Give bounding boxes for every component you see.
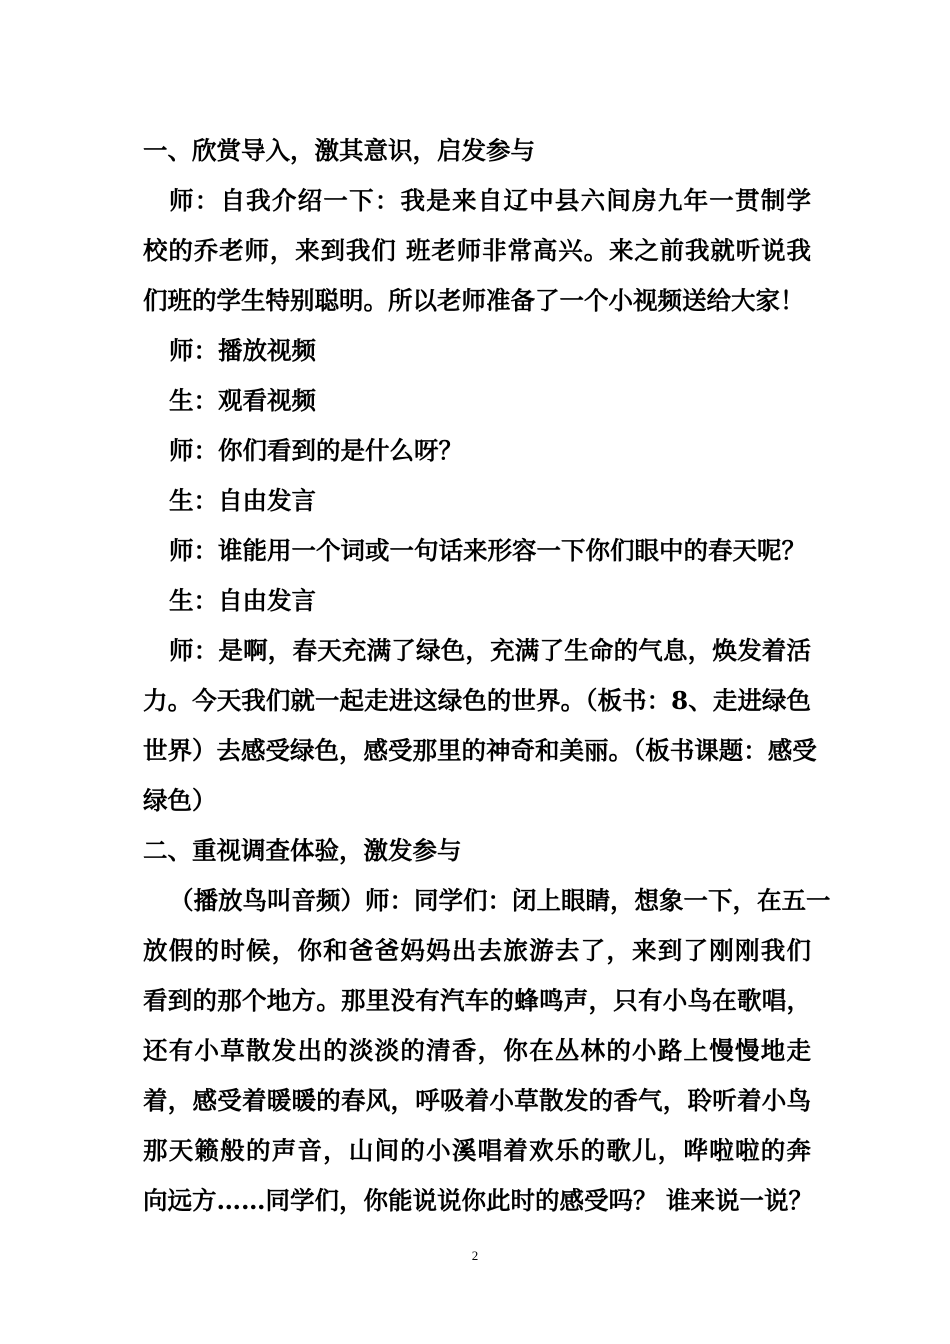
text-line: 师：谁能用一个词或一句话来形容一下你们眼中的春天呢？ [169, 536, 806, 565]
text-line: 那天籁般的声音，山间的小溪唱着欢乐的歌儿，哗啦啦的奔 [143, 1136, 811, 1165]
text-line: 世界）去感受绿色，感受那里的神奇和美丽。（板书课题：感受 [143, 736, 817, 765]
text-line: 二、重视调查体验，激发参与 [143, 836, 462, 865]
text-line: 师：是啊，春天充满了绿色，充满了生命的气息，焕发着活 [169, 636, 811, 665]
text-line: 向远方……同学们，你能说说你此时的感受吗？ 谁来说一说？ [143, 1186, 814, 1215]
text-line: 放假的时候，你和爸爸妈妈出去旅游去了，来到了刚刚我们 [143, 936, 811, 965]
text-line: 生：自由发言 [169, 486, 316, 515]
text-line: 师：你们看到的是什么呀？ [169, 436, 463, 465]
text-line: 力。今天我们就一起走进这绿色的世界。（板书：8、走进绿色 [143, 686, 811, 715]
text-line: 师：播放视频 [169, 336, 316, 365]
text-line: 校的乔老师，来到我们 班老师非常高兴。来之前我就听说我 [143, 236, 811, 265]
text-line: 一、欣赏导入，激其意识，启发参与 [143, 136, 535, 165]
text-line: 们班的学生特别聪明。所以老师准备了一个小视频送给大家！ [143, 286, 805, 315]
text-line: 还有小草散发出的淡淡的清香，你在丛林的小路上慢慢地走 [143, 1036, 811, 1065]
text-line: 师：自我介绍一下：我是来自辽中县六间房九年一贯制学 [169, 186, 811, 215]
text-line: 看到的那个地方。那里没有汽车的蜂鸣声，只有小鸟在歌唱， [143, 986, 811, 1015]
text-line: 绿色） [143, 786, 217, 815]
text-line: 生：观看视频 [169, 386, 316, 415]
text-line: （播放鸟叫音频）师：同学们：闭上眼睛，想象一下，在五一 [169, 886, 831, 915]
text-line: 着，感受着暖暖的春风，呼吸着小草散发的香气，聆听着小鸟 [143, 1086, 811, 1115]
document-body [143, 126, 831, 1226]
page-number: 2 [471, 1248, 479, 1263]
text-line: 生：自由发言 [169, 586, 316, 615]
